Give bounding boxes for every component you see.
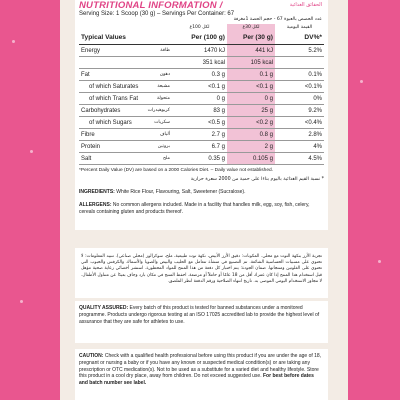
value-per-100g: 2.7 g: [172, 129, 227, 141]
caution-text: Check with a qualified health professional before using this product if you are under the age of 18, pregnant or nursing a baby or if you have any known or suspected medical condition(s) or are taking any prescription or OTC medication(s). Not to be used as a substitute for a varied diet and healthy lifestyle. Store this product in a cool dry place, away from children. Do not exceed suggested use.: [79, 353, 322, 380]
table-header-row: [79, 31, 324, 45]
nutrient-label: [79, 69, 172, 81]
nutrition-table: [79, 24, 324, 165]
value-per-100g: 6.7 g: [172, 141, 227, 153]
value-per-100g: 83 g: [172, 105, 227, 117]
nutrient-name: of which Trans Fat: [89, 95, 139, 102]
right-pink-border: [348, 0, 400, 400]
arabic-product-info: تجربة الأرز بنكهة التوت مع محلي. المكونات: دقيق الأرز الأبيض، نكهة توت طبيعية، ملح، سوكرالوز (محلي صناعي). تنبيه المعلومات: لا تحتوي على مسببات الحساسية الشائعة. تم التصنيع في منشأة تتعامل مع الحليب والبيض والصويا والأسماك والكرفس والحبوب التي تحتوي على الغلوتين ومنتجاتها. ضمان الجودة: يتم اختبار كل دفعة من هذا المنتج للمواد المحظورة. استشر أخصائي رعاية صحية مؤهل قبل استخدام هذا المنتج إذا كان عمرك أقل من 18 عامًا أو حاملاً أو مرضعة. احفظ المنتج في مكان بارد وجاف بعيدًا عن متناول الأطفال. لا تتجاوز الاستخدام اليومي الموصى به. تاريخ انتهاء الصلاحية ورقم الدفعة انظر الملصق.: [81, 254, 322, 284]
nutrient-label: [79, 105, 172, 117]
col-header-typical-values: Typical Values: [79, 31, 172, 45]
value-per-30g: 0.1 g: [227, 69, 275, 81]
nutrient-name-arabic: ملح: [163, 155, 170, 161]
nutrient-name: Salt: [81, 155, 92, 162]
value-per-30g: <0.1 g: [227, 81, 275, 93]
arabic-column-headers: [79, 24, 324, 31]
table-row: [79, 117, 324, 129]
nutrient-name: Fibre: [81, 131, 95, 138]
nutrient-name-arabic: مشبعة: [157, 83, 170, 89]
nutrition-title-arabic: الحقائق الغذائية: [289, 2, 322, 8]
nutrient-name-arabic: ألياف: [159, 131, 170, 137]
nutrient-name: of which Sugars: [89, 119, 132, 126]
value-per-100g: 0 g: [172, 93, 227, 105]
allergens-label: ALLERGENS:: [79, 202, 112, 209]
quality-assured: [79, 305, 324, 325]
nutrient-label: [79, 153, 172, 165]
nutrient-name: of which Saturates: [89, 83, 139, 90]
table-row: [79, 45, 324, 57]
arabic-info-panel: [75, 248, 328, 298]
caution: [79, 353, 324, 387]
value-dv: 9.2%: [275, 105, 324, 117]
nutrient-label: [79, 81, 172, 93]
quality-label: QUALITY ASSURED:: [79, 305, 129, 311]
ingredients: [79, 189, 324, 195]
nutrient-label: [79, 45, 172, 57]
table-row: [79, 81, 324, 93]
value-per-100g: 1470 kJ: [172, 45, 227, 57]
caution-label: CAUTION:: [79, 353, 104, 359]
value-dv: 5.2%: [275, 45, 324, 57]
serving-size-line-arabic: عدد الحصص بالعبوة 67 - حجم الحصة 1مغرفة: [233, 17, 322, 22]
table-row: [79, 129, 324, 141]
value-dv: <0.4%: [275, 117, 324, 129]
nutrient-name: Carbohydrates: [81, 107, 121, 114]
ingredients-label: INGREDIENTS:: [79, 189, 115, 196]
value-dv: 0.1%: [275, 69, 324, 81]
col-header-dv: DV%*: [275, 31, 324, 45]
col-header-arabic: القيمة اليومية: [286, 25, 313, 30]
nutrient-name: Fat: [81, 71, 90, 78]
allergens-text: No common allergens included. Made in a facility that handles milk, egg, soy, fish, celery, cereals containing gluten and products thereof.: [79, 202, 310, 215]
decor-speck: [20, 300, 23, 303]
nutrition-title-row: [75, 0, 328, 11]
nutrient-name-arabic: سكريات: [154, 119, 170, 125]
col-header-arabic: لكل 100غ: [189, 25, 210, 30]
value-dv: 4.5%: [275, 153, 324, 165]
value-dv: 0%: [275, 93, 324, 105]
table-row: [79, 57, 324, 69]
value-dv: 2.8%: [275, 129, 324, 141]
nutrient-name-arabic: بروتين: [157, 143, 170, 149]
value-per-30g: 105 kcal: [227, 57, 275, 69]
nutrition-panel: [75, 0, 328, 230]
ingredients-text: White Rice Flour, Flavouring, Salt, Sweetener (Sucralose).: [114, 189, 246, 196]
table-row: [79, 69, 324, 81]
nutrient-label: [79, 93, 172, 105]
col-header-per-30g: Per (30 g): [227, 31, 275, 45]
left-pink-border: [0, 0, 60, 400]
value-per-30g: 0.105 g: [227, 153, 275, 165]
table-row: [79, 105, 324, 117]
value-per-30g: <0.2 g: [227, 117, 275, 129]
col-header-per-100g: Per (100 g): [172, 31, 227, 45]
value-per-100g: 0.3 g: [172, 69, 227, 81]
nutrient-label: [79, 129, 172, 141]
decor-speck: [378, 260, 381, 263]
value-per-30g: 441 kJ: [227, 45, 275, 57]
caution-panel: [75, 349, 328, 400]
quality-panel: [75, 301, 328, 343]
nutrient-name: Protein: [81, 143, 101, 150]
value-dv: <0.1%: [275, 81, 324, 93]
value-per-100g: <0.1 g: [172, 81, 227, 93]
allergens: [79, 202, 324, 215]
daily-value-footnote-arabic: * نسبة القيم الغذائية باليوم بناءا على حمية من 2000 سعرة حرارية: [190, 177, 324, 183]
value-per-100g: 351 kcal: [172, 57, 227, 69]
value-per-30g: 0 g: [227, 93, 275, 105]
value-per-30g: 2 g: [227, 141, 275, 153]
value-dv: 4%: [275, 141, 324, 153]
nutrient-name-arabic: كربوهيدرات: [147, 107, 170, 113]
decor-speck: [12, 40, 15, 43]
nutrition-title: NUTRITIONAL INFORMATION /: [79, 0, 223, 11]
nutrient-label: [79, 117, 172, 129]
value-per-30g: 0.8 g: [227, 129, 275, 141]
nutrient-name-arabic: دهون: [159, 71, 170, 77]
serving-size-line: Serving Size: 1 Scoop (30 g) – Servings Per Container: 67: [79, 11, 235, 17]
nutrient-name: Energy: [81, 47, 101, 54]
value-per-30g: 25 g: [227, 105, 275, 117]
nutrient-label: [79, 57, 172, 69]
nutrient-label: [79, 141, 172, 153]
value-per-100g: 0.35 g: [172, 153, 227, 165]
table-row: [79, 153, 324, 165]
nutrient-name-arabic: متحولة: [156, 95, 170, 101]
col-header-arabic: لكل 30غ: [227, 24, 275, 31]
table-row: [79, 93, 324, 105]
value-dv: [275, 57, 324, 69]
quality-text: Every batch of this product is tested for banned substances under a monitored programme. Products undergo rigorous testing at an ISO 17025 accredited lab to provide the highest level of assurance that they are safe for athletes to use.: [79, 305, 320, 325]
daily-value-footnote: *Percent Daily Value (DV) are based on a 2000 Calories Diet. – Daily value not established.: [79, 168, 274, 173]
decor-speck: [30, 150, 33, 153]
value-per-100g: <0.5 g: [172, 117, 227, 129]
nutrient-name-arabic: طاقة: [160, 47, 170, 53]
table-row: [79, 141, 324, 153]
decor-speck: [360, 80, 363, 83]
caution-batch-note: For best before dates and batch number see label.: [79, 373, 314, 386]
